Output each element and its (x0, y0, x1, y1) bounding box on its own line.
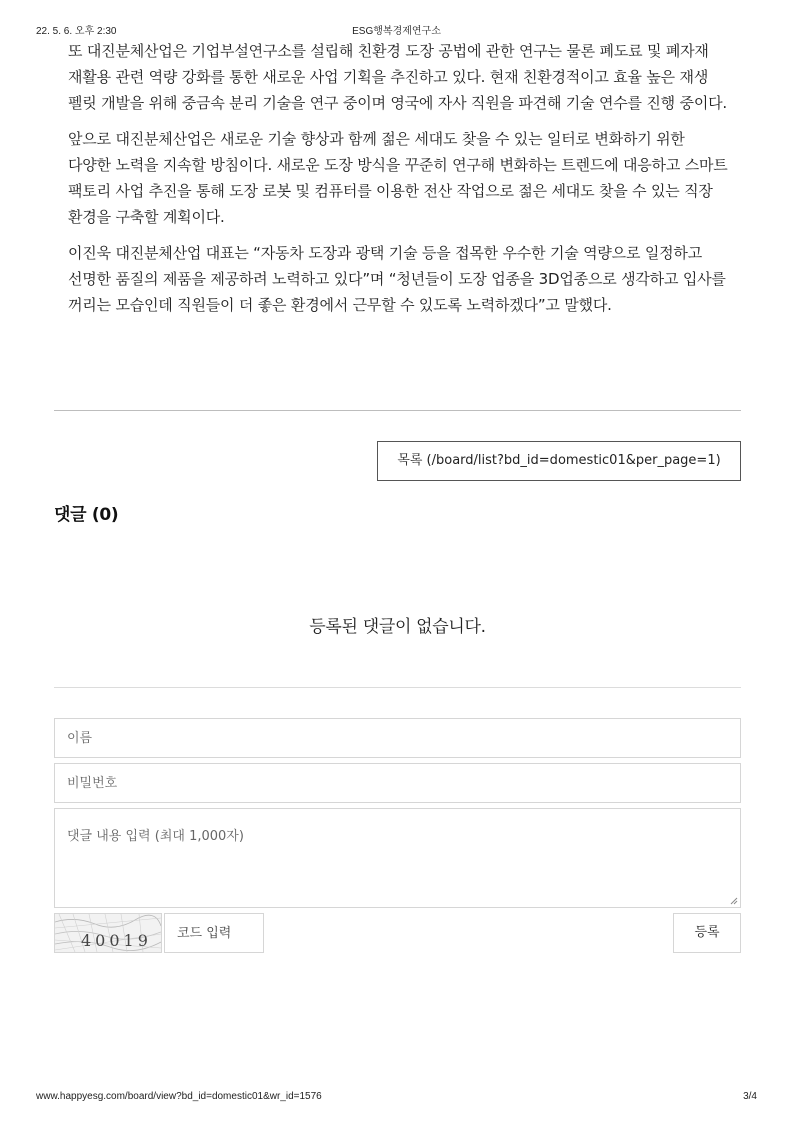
password-field-box (54, 763, 741, 803)
comment-content-box (54, 808, 741, 908)
comments-title: 댓글 (0) (54, 505, 119, 525)
name-field-box (54, 718, 741, 758)
captcha-noise-graphic (55, 914, 161, 952)
captcha-image (54, 913, 162, 953)
list-button[interactable]: 목록 (/board/list?bd_id=domestic01&per_page=1) (377, 441, 741, 481)
article-paragraph: 앞으로 대진분체산업은 새로운 기술 향상과 함께 젊은 세대도 찾을 수 있는 일터로 변화하기 위한 다양한 노력을 지속할 방침이다. 새로운 도장 방식을 꾸준히 연구해 변화하는 트렌드에 대응하고 스마트 팩토리 사업 추진을 통해 도장 로봇 및 컴퓨터를 이용한 전산 작업으로 젊은 세대도 찾을 수 있는 직장 환경을 구축할 계획이다. (68, 130, 728, 226)
resize-grip-icon[interactable] (730, 897, 738, 905)
captcha-code-text: 40019 (81, 931, 152, 950)
comments-divider (54, 687, 741, 688)
print-datetime: 22. 5. 6. 오후 2:30 (36, 26, 117, 37)
article-paragraph: 이진욱 대진분체산업 대표는 “자동차 도장과 광택 기술 등을 접목한 우수한 기술 역량으로 일정하고 선명한 품질의 제품을 제공하려 노력하고 있다”며 “청년들이 도장 업종을 3D업종으로 생각하고 입사를 꺼리는 모습인데 직원들이 더 좋은 환경에서 근무할 수 있도록 노력하겠다”고 말했다. (68, 244, 726, 314)
article-body (68, 38, 728, 328)
captcha-code-input[interactable] (165, 914, 263, 952)
print-header (0, 22, 793, 36)
comment-content-textarea[interactable] (55, 809, 740, 907)
name-input[interactable] (55, 719, 740, 757)
submit-comment-button[interactable]: 등록 (673, 913, 741, 953)
print-url: www.happyesg.com/board/view?bd_id=domestic01&wr_id=1576 (36, 1091, 322, 1102)
code-field-box (164, 913, 264, 953)
article-paragraph: 또 대진분체산업은 기업부설연구소를 설립해 친환경 도장 공법에 관한 연구는 물론 폐도료 및 폐자재 재활용 관련 역량 강화를 통한 새로운 사업 기획을 추진하고 있다. 현재 친환경적이고 효율 높은 재생 펠릿 개발을 위해 중금속 분리 기술을 연구 중이며 영국에 자사 직원을 파견해 기술 연수를 진행 중이다. (68, 42, 727, 112)
password-input[interactable] (55, 764, 740, 802)
no-comments-message: 등록된 댓글이 없습니다. (309, 617, 486, 637)
article-divider (54, 410, 741, 411)
print-footer (0, 1091, 793, 1105)
print-site-title: ESG행복경제연구소 (352, 26, 441, 37)
print-page-number: 3/4 (743, 1091, 757, 1102)
